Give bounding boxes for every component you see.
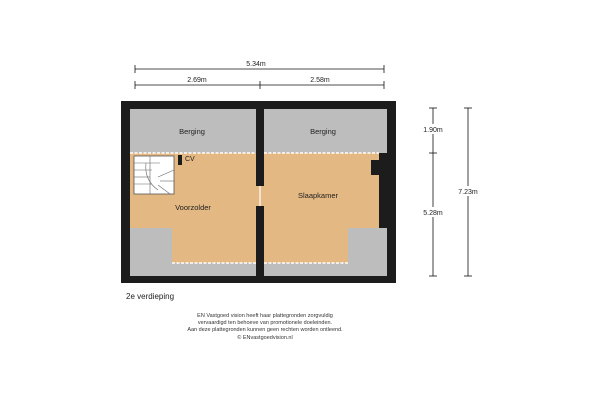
dim-total-width: 5.34m — [246, 61, 266, 68]
storage-left-strip — [172, 263, 256, 276]
floor-title: 2e verdieping — [126, 292, 175, 301]
staircase — [134, 156, 174, 194]
voorzolder-floor-lower — [172, 228, 256, 263]
disclaimer-line: EN Vastgoed vision heeft haar plattegronden zorgvuldig — [197, 313, 333, 319]
dim-right-width: 2.58m — [310, 77, 330, 84]
slaapkamer-floor-lower — [264, 228, 348, 263]
storage-right-strip — [264, 263, 348, 276]
disclaimer-line: vervaardigd ten behoeve van promotionele doeleinden. — [197, 320, 333, 327]
dim-upper-depth: 1.90m — [423, 127, 443, 134]
cv-unit — [178, 155, 182, 165]
room-label-voorzolder: Voorzolder — [175, 203, 211, 212]
storage-right-bottom — [348, 228, 387, 276]
room-label-cv: CV — [185, 156, 195, 163]
dim-total-depth: 7.23m — [458, 189, 478, 196]
dim-left-width: 2.69m — [187, 77, 207, 84]
disclaimer-line: Aan deze plattegronden kunnen geen rechten worden ontleend. — [187, 327, 343, 334]
top-dimension-lines — [135, 65, 384, 89]
room-label-slaapkamer: Slaapkamer — [297, 191, 339, 200]
room-label-berging-left: Berging — [179, 127, 205, 136]
room-label-berging-right: Berging — [310, 127, 336, 136]
disclaimer — [100, 313, 430, 342]
disclaimer-line: © ENvastgoedvision.nl — [237, 334, 293, 341]
storage-left-bottom — [130, 228, 172, 276]
dim-lower-depth: 5.28m — [423, 210, 443, 217]
chimney-block — [371, 160, 382, 175]
